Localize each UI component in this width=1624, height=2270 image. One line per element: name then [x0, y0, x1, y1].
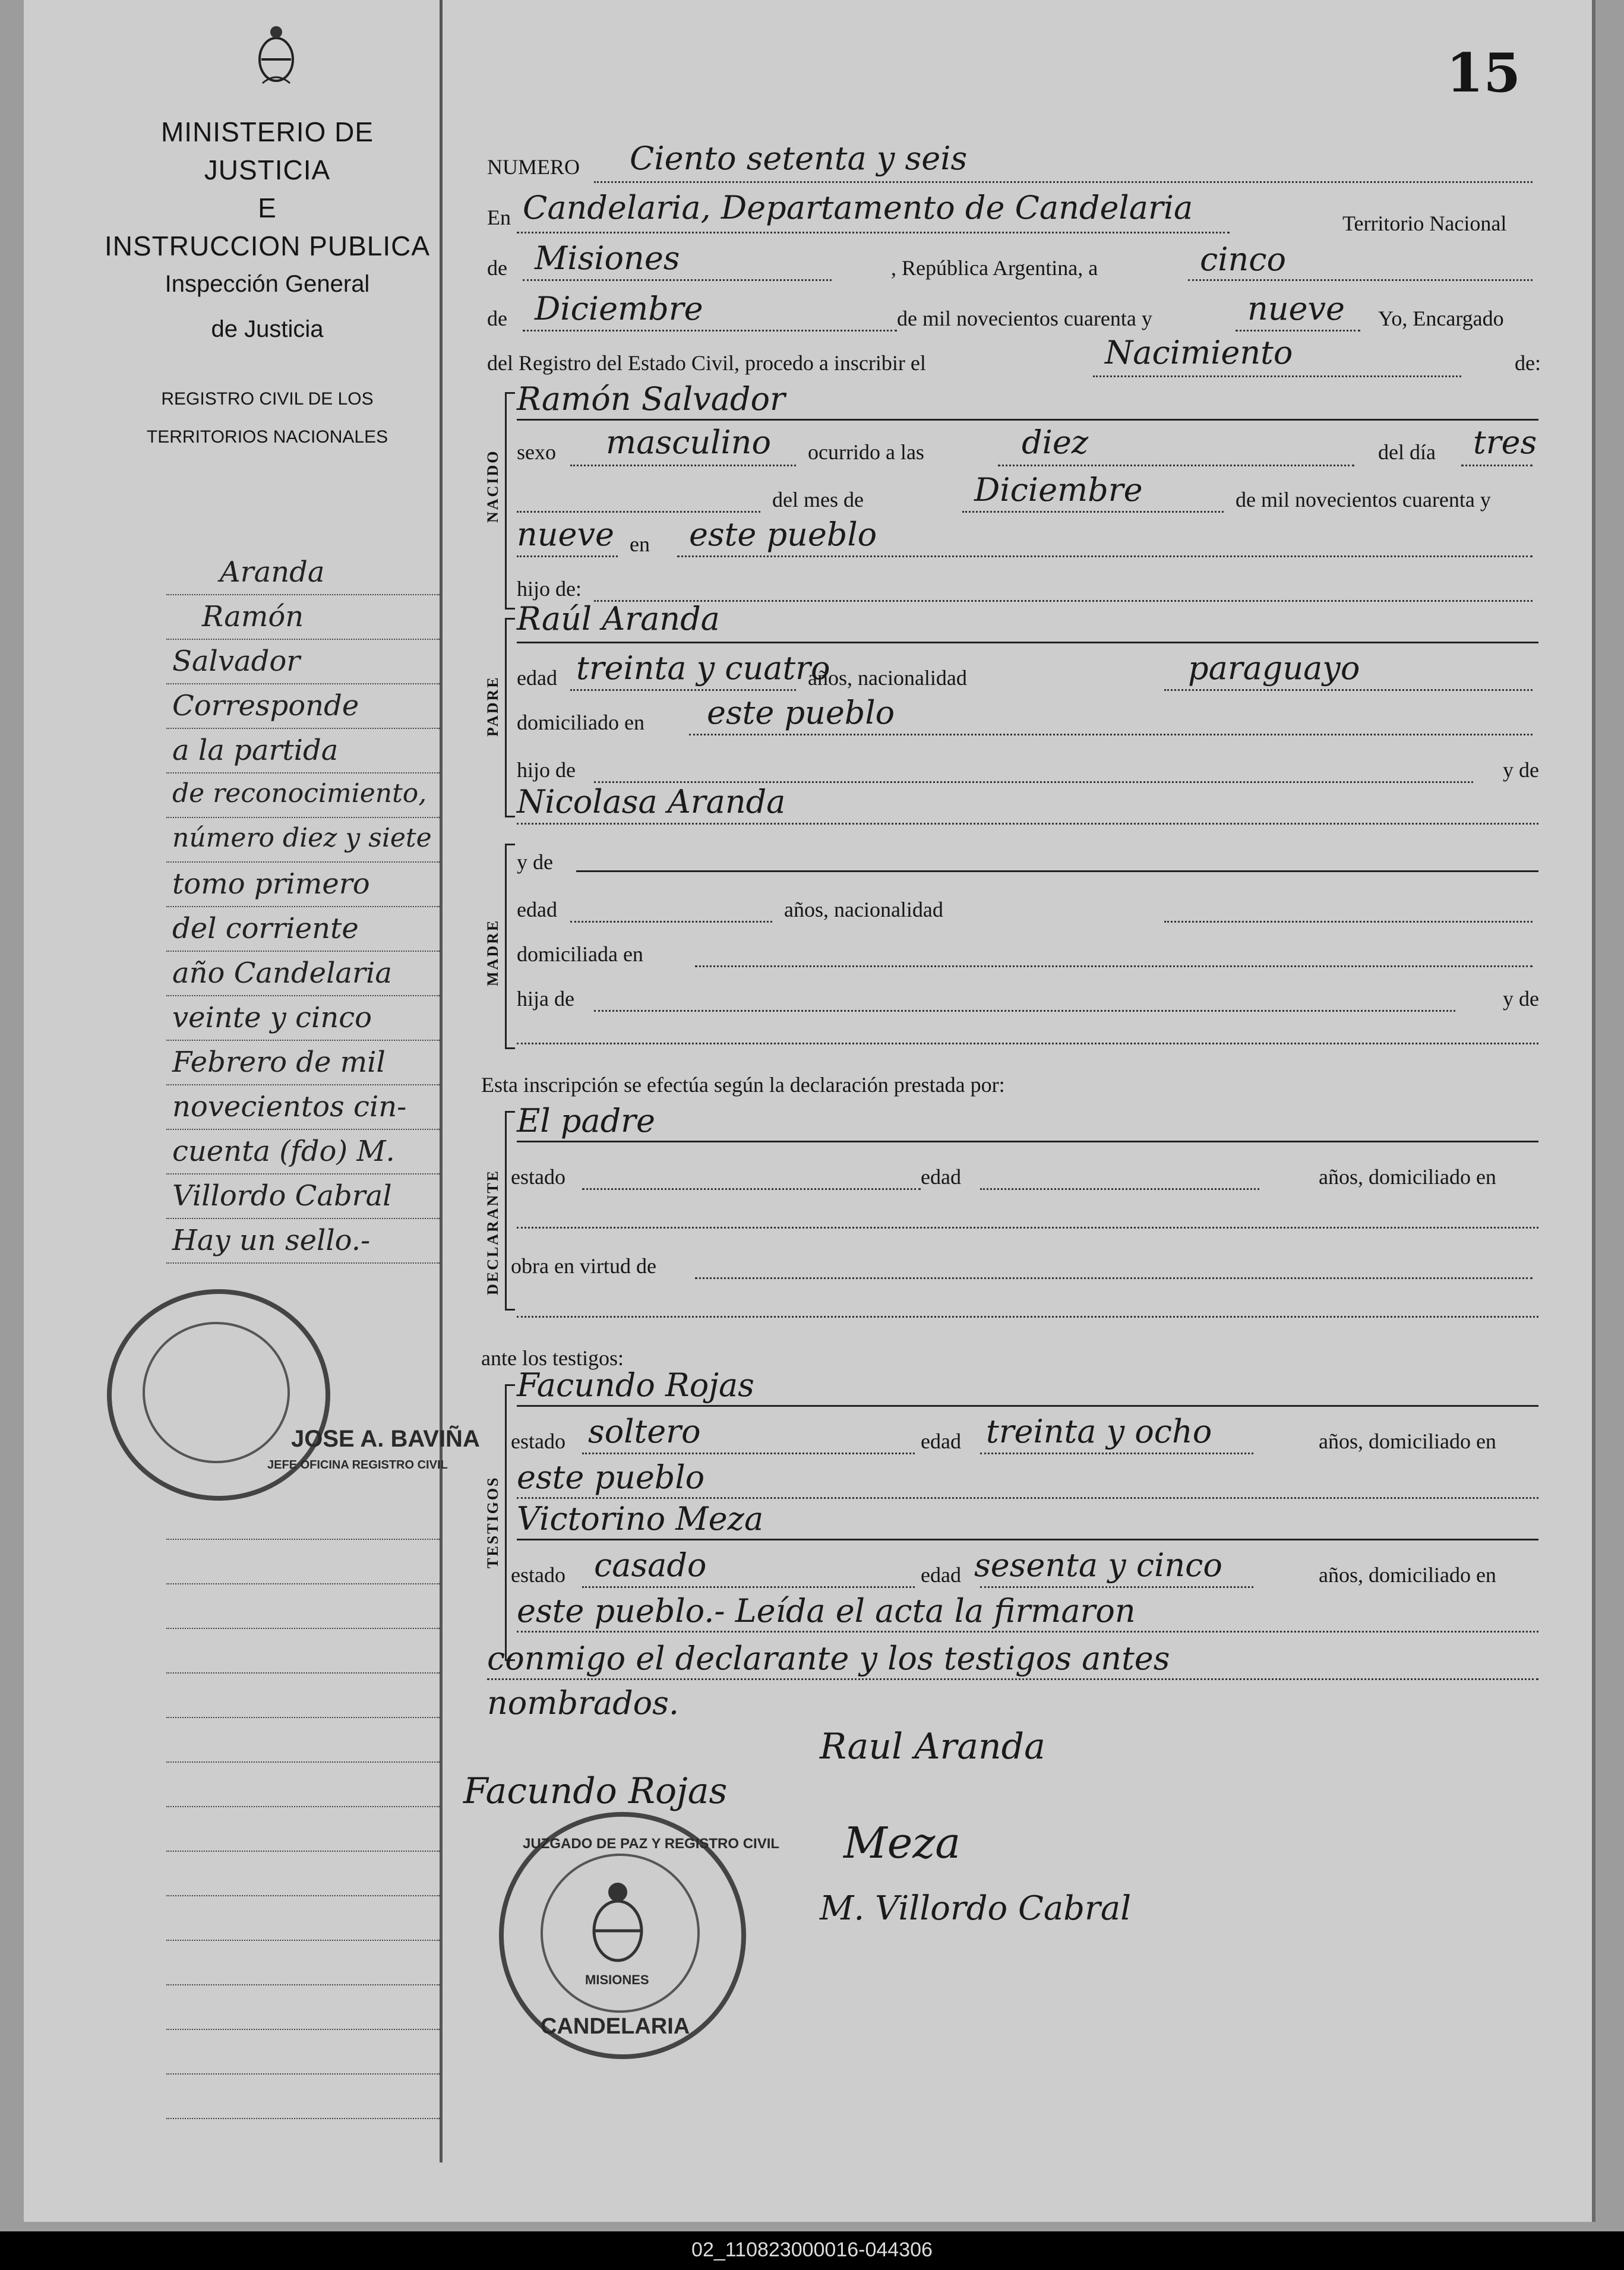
- sexo-line: [570, 465, 796, 466]
- madre-extra-line: [517, 1043, 1538, 1044]
- madre-y-de-label: y de: [517, 850, 553, 874]
- padre-nac-line: [1164, 689, 1533, 691]
- testigos-bracket: [505, 1384, 515, 1661]
- mes-label: del mes de: [772, 488, 864, 512]
- dia-nacimiento-value: tres: [1473, 424, 1537, 461]
- margin-note-line: cuenta (fdo) M.: [172, 1135, 395, 1168]
- testigo2-domicilio-label: años, domiciliado en: [1319, 1563, 1496, 1587]
- lugar-line: [677, 555, 1533, 557]
- tipo-inscripcion-value: Nacimiento: [1105, 334, 1293, 371]
- madre-hija-de-label: hija de: [517, 987, 574, 1011]
- document-page: [24, 0, 1595, 2222]
- seal-office: JEFE OFICINA REGISTRO CIVIL: [267, 1458, 448, 1472]
- margin-rule: [166, 1895, 440, 1896]
- testigos-tag: TESTIGOS: [484, 1476, 501, 1568]
- hijo-line: [594, 600, 1533, 602]
- margin-note-line: Salvador: [172, 645, 301, 678]
- margin-rule: [166, 1806, 440, 1807]
- registro-label: del Registro del Estado Civil, procedo a inscribir el: [487, 351, 926, 375]
- ministry-line-2: E: [258, 192, 277, 223]
- margin-rule: [166, 1940, 440, 1941]
- testigo2-edad-value: sesenta y cinco: [974, 1546, 1222, 1584]
- margin-rule: [166, 772, 440, 773]
- declarante-domicilio-line: [517, 1227, 1538, 1229]
- firma-testigo-1: Facundo Rojas: [463, 1770, 728, 1812]
- testigo2-nombre-value: Victorino Meza: [517, 1500, 764, 1537]
- testigo2-domicilio-value: este pueblo.- Leída el acta la firmaron: [517, 1592, 1136, 1630]
- margin-rule: [166, 1717, 440, 1718]
- page-number: 15: [1446, 42, 1521, 105]
- act-body: [451, 0, 1592, 2162]
- testigo2-estado-line: [582, 1586, 915, 1588]
- margin-rule: [166, 995, 440, 996]
- cierre-texto-3: nombrados.: [487, 1684, 680, 1722]
- margin-rule: [166, 906, 440, 907]
- padre-edad-line: [570, 689, 796, 691]
- madre-nac-line: [1164, 921, 1533, 923]
- margin-rule: [166, 1040, 440, 1041]
- seal-crest-icon: [582, 1877, 653, 1966]
- margin-rule: [166, 2029, 440, 2030]
- ocurrido-label: ocurrido a las: [808, 440, 924, 464]
- scan-footer-bar: [0, 2231, 1624, 2270]
- padre-edad-label: edad: [517, 666, 557, 690]
- seal-name: JOSE A. BAVIÑA: [291, 1426, 480, 1452]
- margin-rule: [166, 639, 440, 640]
- sexo-value: masculino: [606, 424, 771, 461]
- seal-inner-ring: [143, 1322, 290, 1463]
- padre-bracket: [505, 618, 515, 817]
- del-dia-label: del día: [1378, 440, 1436, 464]
- padre-tag: PADRE: [484, 675, 501, 737]
- testigo1-edad-line: [980, 1453, 1253, 1454]
- testigos-intro: ante los testigos:: [481, 1346, 624, 1370]
- republica-label: , República Argentina, a: [891, 256, 1098, 280]
- dia-line: [1188, 279, 1533, 281]
- cierre-texto-2: conmigo el declarante y los testigos antes: [487, 1640, 1170, 1677]
- margin-rule: [166, 683, 440, 684]
- margin-rule: [166, 951, 440, 952]
- inspection-title: [95, 261, 440, 352]
- firma-testigo-2: Meza: [843, 1818, 961, 1868]
- testigo2-nombre-line: [517, 1539, 1538, 1540]
- scan-footer-code: 02_110823000016-044306: [691, 2239, 933, 2261]
- padre-edad-value: treinta y cuatro: [576, 649, 830, 687]
- padre-y-de-label: y de: [1503, 758, 1539, 782]
- abuela-line: [517, 823, 1538, 825]
- madre-nombre-line: [576, 870, 1538, 872]
- madre-tag: MADRE: [484, 918, 501, 986]
- testigo2-edad-label: edad: [921, 1563, 961, 1587]
- padre-nacionalidad-label: años, nacionalidad: [808, 666, 967, 690]
- de-colon-label: de:: [1515, 351, 1541, 375]
- seal-main-top-text: JUZGADO DE PAZ Y REGISTRO CIVIL: [523, 1836, 780, 1852]
- madre-domicilio-label: domiciliada en: [517, 942, 643, 966]
- margin-note-line: Corresponde: [172, 689, 359, 722]
- testigo1-estado-line: [582, 1453, 915, 1454]
- margin-rule: [166, 2118, 440, 2119]
- anio-inscripcion-value: nueve: [1247, 290, 1345, 327]
- testigo1-nombre-line: [517, 1405, 1538, 1407]
- testigo1-domicilio-label: años, domiciliado en: [1319, 1429, 1496, 1453]
- margin-rule: [166, 817, 440, 818]
- margin-note-line: Villordo Cabral: [172, 1179, 392, 1213]
- margin-rule: [166, 1173, 440, 1175]
- margin-note-line: a la partida: [172, 734, 339, 767]
- madre-y-de-label-2: y de: [1503, 987, 1539, 1011]
- margin-note-line: año Candelaria: [172, 956, 392, 990]
- obra-extra-line: [517, 1316, 1538, 1318]
- obra-label: obra en virtud de: [511, 1254, 656, 1278]
- cierre-line-2: [487, 1678, 1538, 1680]
- margin-rule: [166, 2073, 440, 2075]
- dia-inscripcion-value: cinco: [1200, 241, 1287, 278]
- madre-bracket: [505, 844, 515, 1049]
- inspection-line-2: de Justicia: [211, 316, 324, 342]
- margin-note-line: de reconocimiento,: [172, 778, 427, 809]
- margin-note-line: Hay un sello.-: [172, 1224, 371, 1257]
- margin-rule: [166, 1761, 440, 1763]
- abuela-paterna-value: Nicolasa Aranda: [517, 783, 786, 820]
- madre-edad-line: [570, 921, 772, 923]
- numero-label: NUMERO: [487, 155, 580, 179]
- margin-rule: [166, 1218, 440, 1219]
- firma-encargado: M. Villordo Cabral: [820, 1889, 1132, 1928]
- testigo2-estado-label: estado: [511, 1563, 565, 1587]
- testigo1-edad-value: treinta y ocho: [986, 1413, 1212, 1450]
- margin-note-line: Febrero de mil: [172, 1046, 386, 1079]
- declarante-domicilio-label: años, domiciliado en: [1319, 1165, 1496, 1189]
- declarante-edad-label: edad: [921, 1165, 961, 1189]
- margin-rule: [166, 1628, 440, 1629]
- argentine-crest-icon: [255, 24, 297, 89]
- registry-line-1: REGISTRO CIVIL DE LOS: [161, 389, 374, 409]
- territorio-label: Territorio Nacional: [1342, 211, 1507, 235]
- madre-domicilio-line: [695, 965, 1533, 967]
- mes-nacimiento-value: Diciembre: [974, 471, 1143, 509]
- de-label: de: [487, 256, 507, 280]
- anio-nac-line: [517, 555, 618, 557]
- en-label: En: [487, 206, 511, 229]
- cierre-line-1: [517, 1631, 1538, 1633]
- mes-inscripcion-value: Diciembre: [535, 290, 703, 327]
- anio-line: [1236, 330, 1360, 331]
- mes-nac-line: [962, 511, 1224, 513]
- en-line: [517, 232, 1230, 233]
- margin-rule: [166, 1583, 440, 1584]
- testigo2-edad-line: [980, 1586, 1253, 1588]
- padre-domicilio-label: domiciliado en: [517, 711, 644, 734]
- testigo1-domicilio-value: este pueblo: [517, 1458, 705, 1496]
- obra-line: [695, 1277, 1533, 1279]
- declarante-nombre-value: El padre: [517, 1102, 655, 1139]
- ministry-line-3: INSTRUCCION PUBLICA: [104, 231, 431, 261]
- mes-line: [523, 330, 897, 331]
- territorio-value: Misiones: [535, 239, 680, 277]
- margin-rule: [166, 1262, 440, 1264]
- testigo1-edad-label: edad: [921, 1429, 961, 1453]
- declarante-tag: DECLARANTE: [484, 1169, 501, 1295]
- sexo-label: sexo: [517, 440, 556, 464]
- margin-rule: [166, 1084, 440, 1085]
- de-label: de: [487, 307, 507, 330]
- margin-rule: [166, 1984, 440, 1985]
- margin-rule: [166, 728, 440, 729]
- margin-rule: [166, 1851, 440, 1852]
- testigo1-domicilio-line: [517, 1497, 1538, 1499]
- nacido-tag: NACIDO: [484, 449, 501, 523]
- ministry-line-1: MINISTERIO DE JUSTICIA: [160, 116, 374, 185]
- declarante-intro: Esta inscripción se efectúa según la declaración prestada por:: [481, 1073, 1005, 1097]
- padre-hijo-de-label: hijo de: [517, 758, 576, 782]
- margin-rule: [166, 1672, 440, 1674]
- testigo1-nombre-value: Facundo Rojas: [517, 1366, 754, 1404]
- margin-note-line: Ramón: [202, 600, 304, 633]
- hora-line: [998, 465, 1354, 466]
- margin-note-line: número diez y siete: [172, 823, 432, 853]
- registry-title: [95, 380, 440, 456]
- nacido-nombre-value: Ramón Salvador: [517, 380, 785, 418]
- margin-rule: [166, 1539, 440, 1540]
- anio-nacimiento-value: nueve: [517, 516, 614, 553]
- margin-note-line: novecientos cin-: [172, 1090, 407, 1123]
- padre-nombre-value: Raúl Aranda: [517, 600, 720, 637]
- localidad-value: Candelaria, Departamento de Candelaria: [523, 189, 1193, 226]
- margin-note-line: veinte y cinco: [172, 1001, 372, 1034]
- padre-nacionalidad-value: paraguayo: [1188, 649, 1360, 687]
- declarante-estado-label: estado: [511, 1165, 565, 1189]
- margin-rule: [166, 861, 440, 863]
- declarante-estado-line: [582, 1188, 921, 1190]
- padre-domicilio-value: este pueblo: [707, 694, 895, 731]
- madre-nacionalidad-label: años, nacionalidad: [784, 898, 943, 921]
- inscribir-line: [1093, 375, 1461, 377]
- declarante-nombre-line: [517, 1141, 1538, 1142]
- padre-domicilio-line: [689, 734, 1533, 735]
- mil-label: de mil novecientos cuarenta y: [897, 307, 1152, 330]
- declarante-edad-line: [980, 1188, 1259, 1190]
- inspection-line-1: Inspección General: [165, 271, 370, 297]
- margin-note-line: del corriente: [172, 912, 359, 945]
- numero-value: Ciento setenta y seis: [630, 140, 968, 177]
- yo-label: Yo, Encargado: [1378, 307, 1504, 330]
- mes-pre-line: [517, 511, 760, 513]
- padre-nombre-line: [517, 642, 1538, 643]
- territorio-line: [523, 279, 832, 281]
- hijo-label: hijo de:: [517, 577, 582, 601]
- nacido-nombre-line: [517, 419, 1538, 421]
- madre-edad-label: edad: [517, 898, 557, 921]
- nacido-bracket: [505, 392, 515, 610]
- en-nac-label: en: [630, 532, 650, 556]
- lugar-nacimiento-value: este pueblo: [689, 516, 877, 553]
- margin-note-line: Aranda: [220, 555, 325, 589]
- testigo2-estado-value: casado: [594, 1546, 707, 1584]
- ministry-title: [95, 113, 440, 265]
- left-margin-column: [71, 0, 480, 2162]
- registry-line-2: TERRITORIOS NACIONALES: [146, 427, 388, 447]
- firma-padre: Raul Aranda: [820, 1726, 1045, 1767]
- seal-main-bottom-text: CANDELARIA: [541, 2014, 690, 2039]
- declarante-bracket: [505, 1111, 515, 1311]
- dia-nac-line: [1461, 465, 1533, 466]
- margin-note-line: tomo primero: [172, 867, 370, 901]
- margin-rule: [166, 594, 440, 595]
- testigo1-estado-value: soltero: [588, 1413, 701, 1450]
- margin-rule: [166, 1129, 440, 1130]
- hora-value: diez: [1022, 424, 1089, 461]
- testigo1-estado-label: estado: [511, 1429, 565, 1453]
- madre-hija-de-line: [594, 1010, 1455, 1012]
- mil-nac-label: de mil novecientos cuarenta y: [1236, 488, 1491, 512]
- numero-line: [594, 181, 1533, 183]
- seal-main-mid-text: MISIONES: [585, 1972, 649, 1987]
